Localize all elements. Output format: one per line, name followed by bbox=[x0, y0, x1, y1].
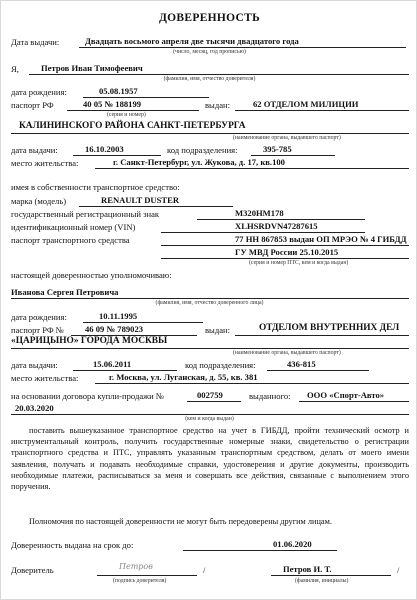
term-label: Доверенность выдана на срок до: bbox=[11, 540, 134, 550]
attorney-code-label: код подразделения: bbox=[185, 360, 256, 370]
signature-hint: (подпись доверителя) bbox=[113, 578, 167, 584]
issue-date-label: Дата выдачи: bbox=[11, 37, 60, 47]
principal-issued-label: выдан: bbox=[205, 100, 231, 110]
attorney-issued-label: выдан: bbox=[205, 325, 231, 335]
attorney-address-label: место жительства: bbox=[11, 373, 79, 383]
attorney-issued-by-2: «ЦАРИЦЫНО» ГОРОДА МОСКВЫ bbox=[11, 336, 168, 346]
principal-passport-hint: (серия и номер) bbox=[107, 112, 146, 118]
principal-passport: 40 05 № 188199 bbox=[83, 99, 142, 109]
attorney-issued-by-1: ОТДЕЛОМ ВНУТРЕННИХ ДЕЛ bbox=[259, 323, 400, 333]
signer-name: Петров И. Т. bbox=[283, 564, 332, 574]
power-of-attorney-document: ДОВЕРЕННОСТЬ Дата выдачи: Двадцать восьмого апреля две тысячи двадцатого года (число, месяц, год прописью) Я, Петров Иван Тимофеевич (фамилия, имя, отчество доверителя) дата рождения: 05.08.1957 паспорт РФ 40 05 № 188199 выдан: 62 ОТДЕЛОМ МИЛИЦИИ (серия и номер) КАЛИНИНСКОГО РАЙОНА САНКТ-ПЕТЕРБУРГА (наименование органа, выдавшего паспорт) дата выдачи: 16.10.2003 код подразделения: 395-785 место жительства: г. Санкт-Петербург, ул. Жукова, д. 17, кв.100 имея в собственности транспортное средство: марка (модель) RENAULT DUSTER государственный регистрационный знак М320НМ178 идентификационный номер (VIN) XLHSRDVN47287615 паспорт транспортного средства 77 НН 867853 выдан ОП МРЭО № 4 ГИБДД ГУ МВД России 25.10.2015 (серия и номер ПТС, кем и когда выдан) настоящей доверенностью уполномочиваю: Иванова Сергея Петровича (фамилия, имя, отчество доверенного лица) дата рождения: 10.11.1995 паспорт РФ № 46 09 № 789023 выдан: ОТДЕЛОМ ВНУТРЕННИХ ДЕЛ «ЦАРИЦЫНО» ГОРОДА МОСКВЫ (наименование органа, выдавшего паспорт) дата выдачи: 15.06.2011 код подразделения: 436-815 место жительства: г. Москва, ул. Луганская, д. 55, кв. 381 на основании договора купли-продажи № 002759 выданного: ООО «Спорт-Авто» 20.03.2020 (кем и когда выдан) поставить вышеуказанное транспортное средство на учет в ГИБДД, пройти технический осмотр и инструментальный контроль, получить государственные номерные знаки, свидетельство о регистрации транспортного средства и ПТС, управлять указанным транспортным средством, делать от моего имени заявления, получать и подавать необходимые справки, удостоверения и другие документы, производить необходимые платежи, расписываться за меня и совершать все действия, связанные с выполнением этого поручения. Полномочия по настоящей доверенности не могут быть передоверены другим лицам. Доверенность выдана на срок до: 01.06.2020 Доверитель Петров (подпись доверителя) / Петров И. Т. / (фамилия, инициалы) bbox=[0, 0, 417, 600]
contract-number-line bbox=[187, 401, 241, 402]
attorney-issue-date-line bbox=[73, 370, 177, 371]
principal-birth-line bbox=[83, 97, 209, 98]
vehicle-intro: имея в собственности транспортное средство: bbox=[11, 182, 180, 192]
attorney-birth-line bbox=[83, 322, 203, 323]
attorney-name: Иванова Сергея Петровича bbox=[11, 287, 119, 297]
vehicle-pts-label: паспорт транспортного средства bbox=[11, 235, 130, 245]
attorney-birth: 10.11.1995 bbox=[99, 311, 138, 321]
principal-birth: 05.08.1957 bbox=[99, 86, 138, 96]
contract-label: на основании договора купли-продажи № bbox=[11, 391, 165, 401]
principal-name: Петров Иван Тимофеевич bbox=[41, 63, 143, 73]
issue-date-hint: (число, месяц, год прописью) bbox=[173, 49, 246, 55]
vehicle-make-line bbox=[79, 206, 233, 207]
vehicle-pts-2: ГУ МВД России 25.10.2015 bbox=[235, 247, 339, 257]
vehicle-vin-line bbox=[161, 232, 365, 233]
vehicle-pts-line bbox=[161, 245, 409, 246]
attorney-birth-label: дата рождения: bbox=[11, 312, 67, 322]
document-title: ДОВЕРЕННОСТЬ bbox=[158, 12, 261, 24]
principal-code-line bbox=[251, 155, 335, 156]
vehicle-vin-label: идентификационный номер (VIN) bbox=[11, 222, 136, 232]
principal-birth-label: дата рождения: bbox=[11, 87, 67, 97]
principal-issued-by-2: КАЛИНИНСКОГО РАЙОНА САНКТ-ПЕТЕРБУРГА bbox=[19, 121, 246, 131]
principal-prefix: Я, bbox=[11, 64, 19, 74]
issue-date-value: Двадцать восьмого апреля две тысячи двадцатого года bbox=[85, 36, 299, 46]
vehicle-plate-label: государственный регистрационный знак bbox=[11, 209, 160, 219]
vehicle-plate-line bbox=[197, 219, 365, 220]
principal-issued-line bbox=[235, 110, 409, 111]
attorney-passport: 46 09 № 789023 bbox=[85, 324, 144, 334]
principal-passport-label: паспорт РФ bbox=[11, 100, 54, 110]
vehicle-pts-line-2 bbox=[161, 258, 409, 259]
attorney-issue-date-label: дата выдачи: bbox=[11, 360, 58, 370]
term-line bbox=[183, 550, 337, 551]
attorney-name-line bbox=[11, 298, 409, 299]
attorney-issue-date: 15.06.2011 bbox=[93, 359, 132, 369]
principal-passport-line bbox=[67, 110, 199, 111]
vehicle-pts-hint: (серия и номер ПТС, кем и когда выдан) bbox=[249, 260, 349, 266]
contract-issued-line bbox=[299, 401, 409, 402]
issue-date-line bbox=[79, 47, 406, 48]
term-value: 01.06.2020 bbox=[273, 539, 312, 549]
attorney-name-hint: (фамилия, имя, отчество доверенного лица) bbox=[155, 300, 264, 306]
principal-issue-date-label: дата выдачи: bbox=[11, 145, 58, 155]
attorney-address-line bbox=[95, 383, 409, 384]
vehicle-make: RENAULT DUSTER bbox=[101, 195, 180, 205]
signer-name-line bbox=[271, 575, 391, 576]
principal-issued-line-2 bbox=[11, 133, 409, 134]
contract-date: 20.03.2020 bbox=[15, 403, 54, 413]
vehicle-pts-1: 77 НН 867853 выдан ОП МРЭО № 4 ГИБДД bbox=[235, 234, 407, 244]
attorney-address: г. Москва, ул. Луганская, д. 55, кв. 381 bbox=[109, 372, 258, 382]
attorney-intro: настоящей доверенностью уполномочиваю: bbox=[11, 270, 172, 280]
contract-date-line bbox=[11, 414, 409, 415]
principal-address: г. Санкт-Петербург, ул. Жукова, д. 17, кв.100 bbox=[113, 157, 285, 167]
principal-code: 395-785 bbox=[263, 144, 292, 154]
attorney-code-line bbox=[267, 370, 369, 371]
signature-label: Доверитель bbox=[11, 565, 54, 575]
signature-line bbox=[97, 575, 197, 576]
principal-signature: Петров bbox=[119, 562, 153, 571]
attorney-code: 436-815 bbox=[287, 359, 316, 369]
powers-paragraph: поставить вышеуказанное транспортное средство на учет в ГИБДД, пройти технический осмотр и инструментальный контроль, получить государственные номерные знаки, свидетельство о регистрации транспортного средства и ПТС, управлять указанным транспортным средством, делать от моего имени заявления, получать и подавать необходимые справки, удостоверения и другие документы, производить необходимые платежи, расписываться за меня и совершать все действия, связанные с выполнением этого поручения. bbox=[11, 426, 409, 492]
principal-issued-hint: (наименование органа, выдавшего паспорт) bbox=[233, 135, 341, 141]
contract-number: 002759 bbox=[197, 390, 223, 400]
attorney-passport-label: паспорт РФ № bbox=[11, 325, 64, 335]
principal-address-label: место жительства: bbox=[11, 158, 79, 168]
principal-name-line bbox=[29, 74, 409, 75]
contract-issued-by: ООО «Спорт-Авто» bbox=[307, 390, 385, 400]
principal-issued-by-1: 62 ОТДЕЛОМ МИЛИЦИИ bbox=[253, 99, 359, 109]
vehicle-make-label: марка (модель) bbox=[11, 196, 67, 206]
principal-issue-date-line bbox=[73, 155, 161, 156]
no-transfer-statement: Полномочия по настоящей доверенности не могут быть передоверены другим лицам. bbox=[29, 517, 332, 526]
vehicle-plate: М320НМ178 bbox=[235, 208, 284, 218]
contract-issued-label: выданного: bbox=[249, 391, 291, 401]
principal-issue-date: 16.10.2003 bbox=[85, 144, 124, 154]
contract-hint: (кем и когда выдан) bbox=[185, 416, 234, 422]
principal-name-hint: (фамилия, имя, отчество доверителя) bbox=[163, 76, 256, 82]
principal-code-label: код подразделения: bbox=[167, 145, 238, 155]
vehicle-vin: XLHSRDVN47287615 bbox=[235, 221, 318, 231]
attorney-issued-line bbox=[235, 335, 409, 336]
principal-address-line bbox=[95, 168, 409, 169]
attorney-issued-hint: (наименование органа, выдавшего паспорт) bbox=[233, 350, 341, 356]
signer-name-hint: (фамилия, инициалы) bbox=[295, 578, 349, 584]
attorney-issued-line-2 bbox=[11, 348, 409, 349]
